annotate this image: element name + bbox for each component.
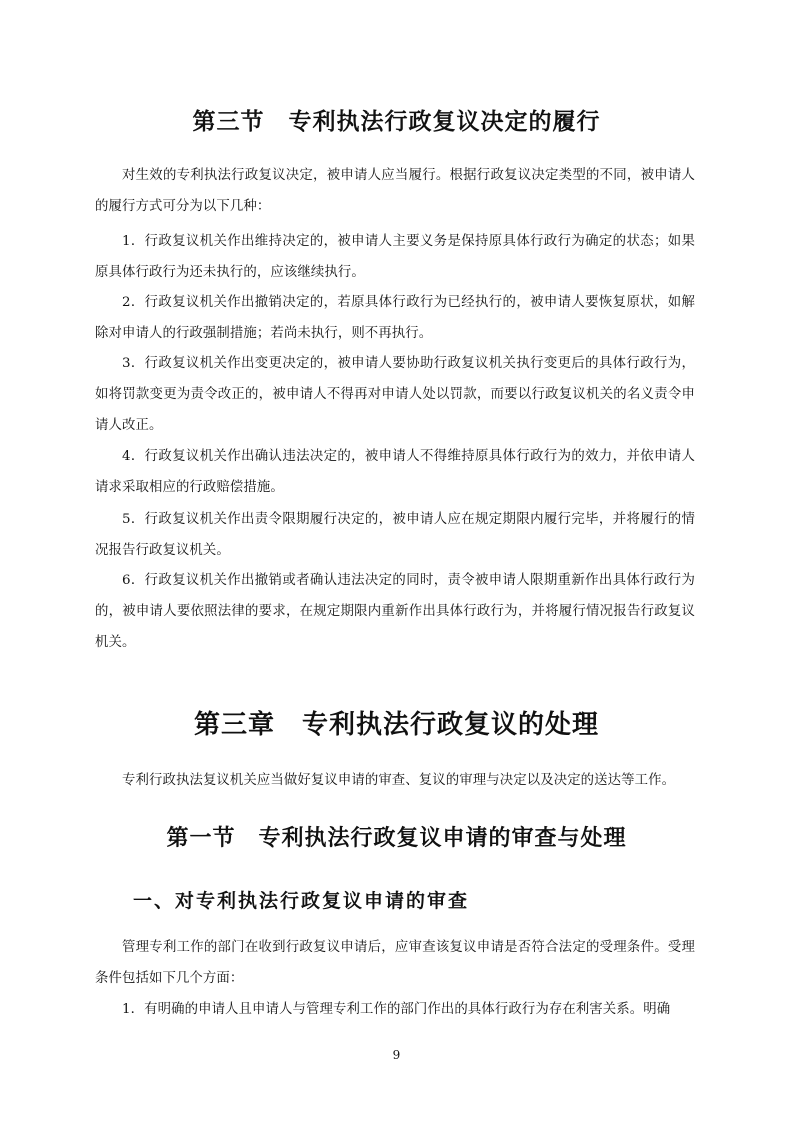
subsection-heading: 一、对专利执法行政复议申请的审查 — [133, 890, 470, 912]
page-number: 9 — [392, 1048, 401, 1062]
section-heading: 第三节 专利执法行政复议决定的履行 — [192, 109, 601, 135]
list-item-3: 3．行政复议机关作出变更决定的，被申请人要协助行政复议机关执行变更后的具体行政行为，如将罚款变更为责令改正的，被申请人不得再对申请人处以罚款，而要以行政复议机关的名义责令申请人改正。 — [95, 356, 695, 433]
list-item-4: 4．行政复议机关作出确认违法决定的，被申请人不得维持原具体行政行为的效力，并依申请人请求采取相应的行政赔偿措施。 — [95, 449, 695, 495]
chapter-intro-paragraph: 专利行政执法复议机关应当做好复议申请的审查、复议的审理与决定以及决定的送达等工作。 — [122, 773, 676, 788]
subsection-paragraph-1: 管理专利工作的部门在收到行政复议申请后，应审查该复议申请是否符合法定的受理条件。受理条件包括如下几个方面： — [95, 940, 695, 986]
list-item-2: 2．行政复议机关作出撤销决定的，若原具体行政行为已经执行的，被申请人要恢复原状，如解除对申请人的行政强制措施；若尚未执行，则不再执行。 — [95, 295, 695, 341]
list-item-1: 1．行政复议机关作出维持决定的，被申请人主要义务是保持原具体行政行为确定的状态；如果原具体行政行为还未执行的，应该继续执行。 — [95, 234, 695, 280]
section2-heading: 第一节 专利执法行政复议申请的审查与处理 — [166, 826, 627, 851]
subsection-paragraph-2: 1．有明确的申请人且申请人与管理专利工作的部门作出的具体行政行为存在利害关系。明确 — [122, 1002, 671, 1017]
chapter-heading: 第三章 专利执法行政复议的处理 — [193, 710, 599, 740]
intro-paragraph: 对生效的专利执法行政复议决定，被申请人应当履行。根据行政复议决定类型的不同，被申请人的履行方式可分为以下几种： — [95, 168, 695, 214]
list-item-5: 5．行政复议机关作出责令限期履行决定的，被申请人应在规定期限内履行完毕，并将履行的情况报告行政复议机关。 — [95, 512, 695, 558]
list-item-6: 6．行政复议机关作出撤销或者确认违法决定的同时，责令被申请人限期重新作出具体行政行为的，被申请人要依照法律的要求，在规定期限内重新作出具体行政行为，并将履行情况报告行政复议机关。 — [95, 573, 695, 650]
